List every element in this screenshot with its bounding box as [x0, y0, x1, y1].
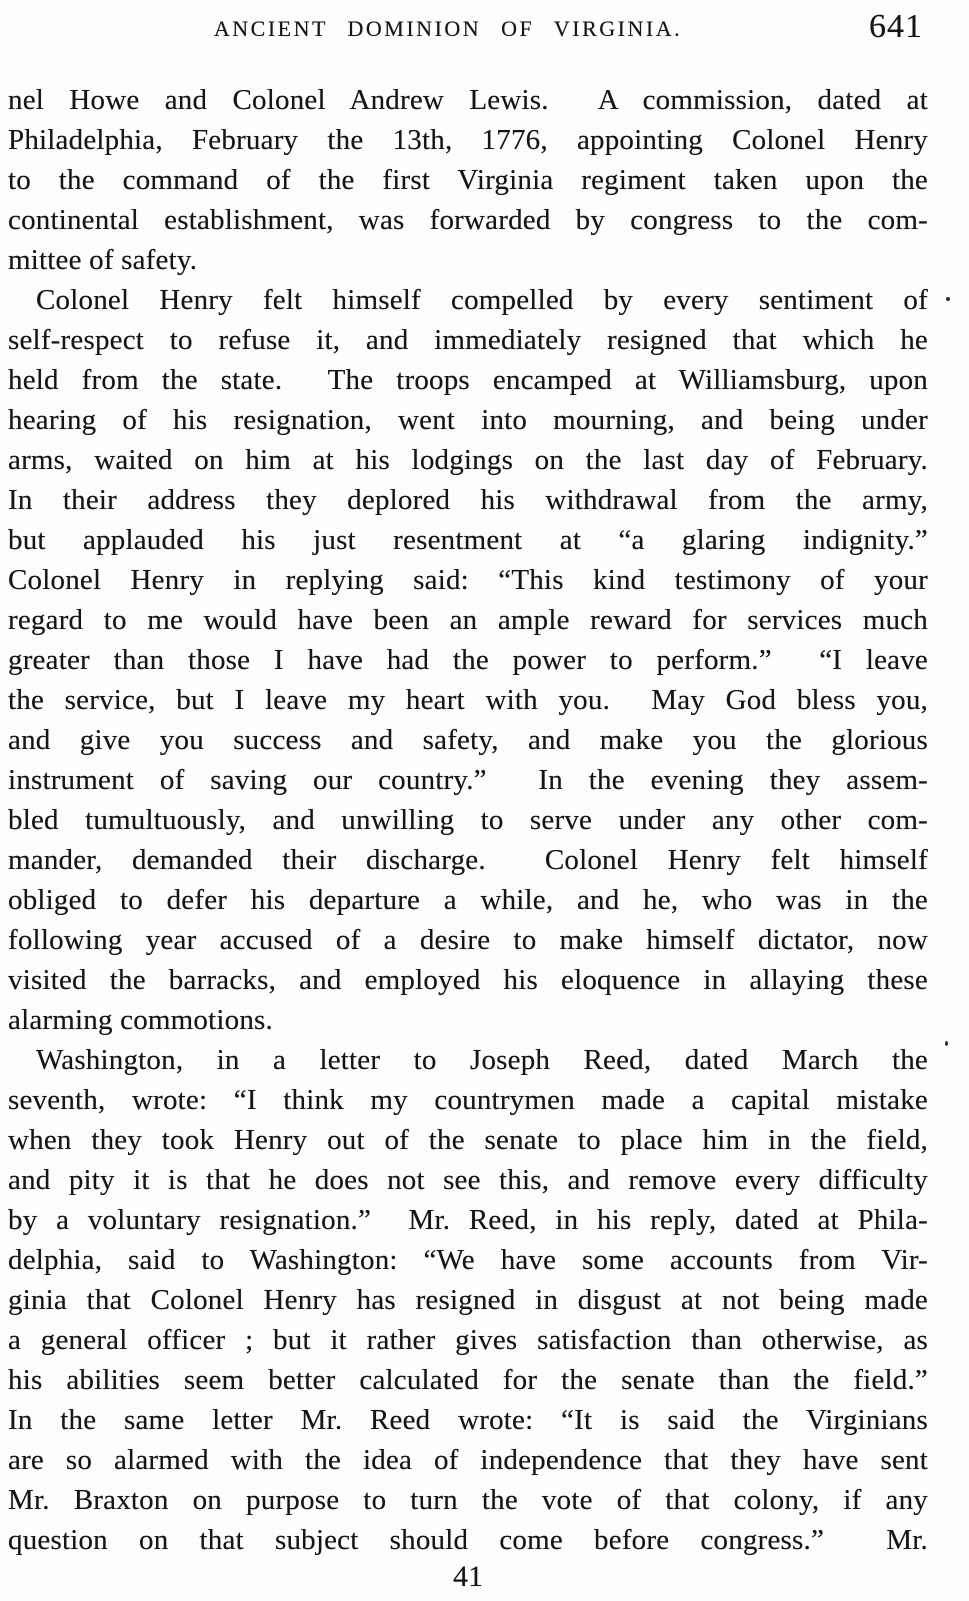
text-line: ginia that Colonel Henry has resigned in disgust at not being made [8, 1284, 928, 1316]
paragraph [8, 280, 928, 1040]
text-line: a general officer ; but it rather gives satisfaction than otherwise, as [8, 1324, 928, 1356]
text-line: by a voluntary resignation.” Mr. Reed, in his reply, dated at Phila- [8, 1204, 928, 1236]
text-line: arms, waited on him at his lodgings on the last day of February. [8, 444, 928, 476]
text-line: are so alarmed with the idea of independence that they have sent [8, 1444, 928, 1476]
text-line: following year accused of a desire to make himself dictator, now [8, 924, 928, 956]
paragraph [8, 1040, 928, 1560]
page-body [8, 80, 928, 1560]
text-line: visited the barracks, and employed his eloquence in allaying these [8, 964, 928, 996]
text-line: his abilities seem better calculated for the senate than the field.” [8, 1364, 928, 1396]
text-line: self-respect to refuse it, and immediately resigned that which he [8, 324, 928, 356]
text-line: to the command of the first Virginia regiment taken upon the [8, 164, 928, 196]
text-line: regard to me would have been an ample reward for services much [8, 604, 928, 636]
text-line: Philadelphia, February the 13th, 1776, appointing Colonel Henry [8, 124, 928, 156]
text-line: instrument of saving our country.” In the evening they assem- [8, 764, 928, 796]
text-line: bled tumultuously, and unwilling to serve under any other com- [8, 804, 928, 836]
paragraph [8, 80, 928, 280]
text-line: Colonel Henry felt himself compelled by every sentiment of [36, 284, 928, 316]
text-line: delphia, said to Washington: “We have some accounts from Vir- [8, 1244, 928, 1276]
text-line: Washington, in a letter to Joseph Reed, dated March the [36, 1044, 928, 1076]
page-number: 641 [869, 8, 923, 45]
text-line: alarming commotions. [8, 1004, 273, 1036]
signature-mark: 41 [453, 1560, 483, 1593]
text-line: seventh, wrote: “I think my countrymen made a capital mistake [8, 1084, 928, 1116]
text-line: continental establishment, was forwarded by congress to the com- [8, 204, 928, 236]
text-line: and give you success and safety, and make you the glorious [8, 724, 928, 756]
text-line: and pity it is that he does not see this, and remove every difficulty [8, 1164, 928, 1196]
scan-speck [945, 1041, 948, 1046]
text-line: mittee of safety. [8, 244, 198, 276]
text-line: nel Howe and Colonel Andrew Lewis. A commission, dated at [8, 84, 928, 116]
text-line: Mr. Braxton on purpose to turn the vote of that colony, if any [8, 1484, 928, 1516]
text-line: question on that subject should come before congress.” Mr. [8, 1524, 928, 1556]
text-line: greater than those I have had the power to perform.” “I leave [8, 644, 928, 676]
text-line: In the same letter Mr. Reed wrote: “It is said the Virginians [8, 1404, 928, 1436]
text-line: the service, but I leave my heart with you. May God bless you, [8, 684, 928, 716]
text-line: In their address they deplored his withdrawal from the army, [8, 484, 928, 516]
text-line: but applauded his just resentment at “a glaring indignity.” [8, 524, 928, 556]
text-line: mander, demanded their discharge. Colonel Henry felt himself [8, 844, 928, 876]
scan-speck [946, 297, 950, 301]
text-line: held from the state. The troops encamped at Williamsburg, upon [8, 364, 928, 396]
text-line: when they took Henry out of the senate to place him in the field, [8, 1124, 928, 1156]
text-line: obliged to defer his departure a while, and he, who was in the [8, 884, 928, 916]
text-line: Colonel Henry in replying said: “This kind testimony of your [8, 564, 928, 596]
text-line: hearing of his resignation, went into mourning, and being under [8, 404, 928, 436]
running-title: ANCIENT DOMINION OF VIRGINIA. [213, 16, 683, 41]
